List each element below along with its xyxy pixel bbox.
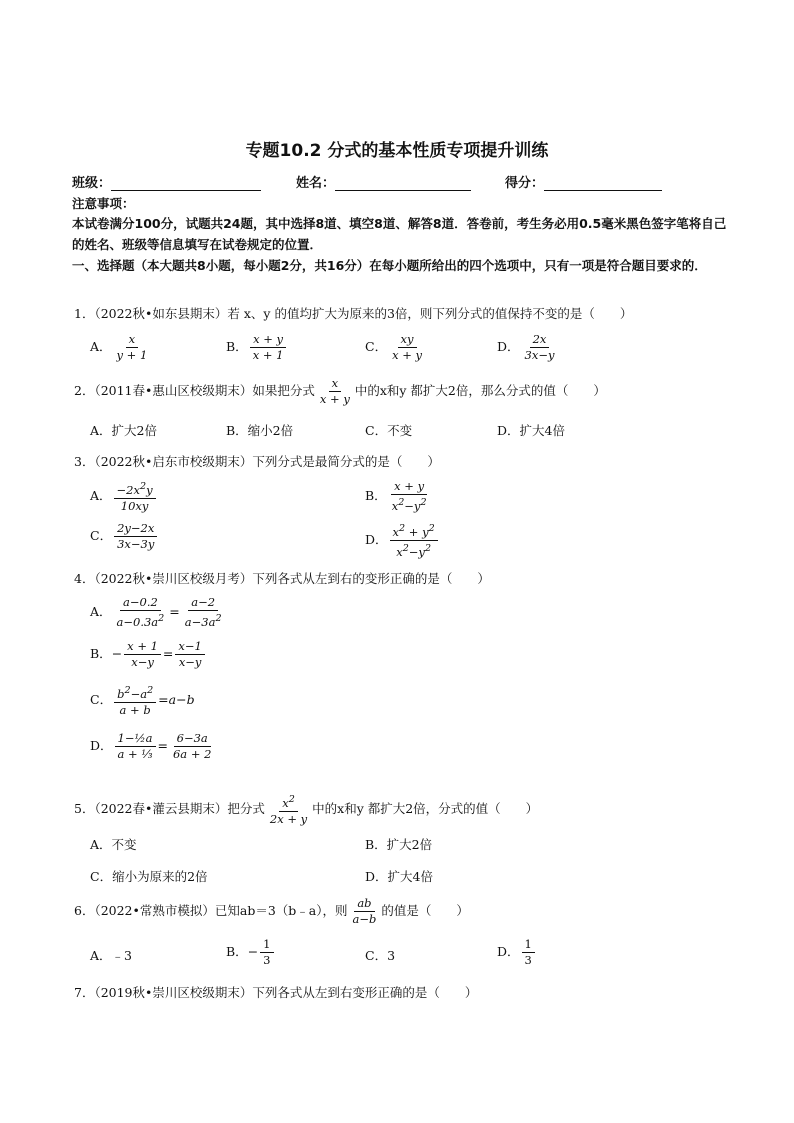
class-label: 班级： xyxy=(72,176,112,191)
q2-option-b[interactable]: B．缩小2倍 xyxy=(226,423,294,438)
question-1-stem: 1．（2022秋•如东县期末）若 x、y 的值均扩大为原来的3倍，则下列分式的值保持不变的是（ ） xyxy=(74,306,633,321)
question-4-stem: 4．（2022秋•崇川区校级月考）下列各式从左到右的变形正确的是（ ） xyxy=(74,571,490,586)
name-blank[interactable] xyxy=(335,176,471,191)
class-field xyxy=(72,172,261,191)
page-title: 专题10.2 分式的基本性质专项提升训练 xyxy=(245,141,549,161)
q5-option-d[interactable]: D．扩大4倍 xyxy=(365,869,433,884)
score-label: 得分： xyxy=(505,176,545,191)
q6-option-a[interactable]: A．﹣3 xyxy=(90,948,132,963)
class-blank[interactable] xyxy=(111,176,261,191)
notice-body: 本试卷满分100分，试题共24题，其中选择8道、填空8道、解答8道．答卷前，考生务必用0.5毫米黑色签字笔将自己的姓名、班级等信息填写在试卷规定的位置． xyxy=(72,216,727,252)
q3-option-d[interactable]: D． $\frac{x^2 + y^2}{x^2-y^2}$ xyxy=(365,522,440,559)
q1-option-a[interactable]: A． $\frac{x}{y + 1}$ xyxy=(90,332,148,362)
name-label: 姓名： xyxy=(296,176,336,191)
q4-option-a[interactable]: A． $\frac{a-0.2}{a-0.3a^2}$ = $\frac{a-2}{a-3a^2}$ xyxy=(90,595,222,629)
score-blank[interactable] xyxy=(544,176,662,191)
q1-option-c[interactable]: C． $\frac{xy}{x + y}$ xyxy=(365,332,423,362)
q5-option-c[interactable]: C．缩小为原来的2倍 xyxy=(90,869,208,884)
question-3-stem: 3．（2022秋•启东市校级期末）下列分式是最简分式的是（ ） xyxy=(74,454,440,469)
q6-option-c[interactable]: C．3 xyxy=(365,948,396,963)
q4-option-c[interactable]: C． $\frac{b^2-a^2}{a + b}$ =a−b xyxy=(90,685,195,717)
q2-option-d[interactable]: D．扩大4倍 xyxy=(497,423,565,438)
q3-option-b[interactable]: B． $\frac{x + y}{x^2-y^2}$ xyxy=(365,479,427,513)
question-7-stem: 7．（2019秋•崇川区校级期末）下列各式从左到右变形正确的是（ ） xyxy=(74,985,478,1000)
q5-option-a[interactable]: A．不变 xyxy=(90,837,137,852)
question-2-stem: 2．（2011春•惠山区校级期末）如果把分式 $\frac{x}{x + y}$ 中的x和y 都扩大2倍，那么分式的值（ ） xyxy=(74,376,606,406)
score-field xyxy=(505,172,662,191)
q3-option-a[interactable]: A． $\frac{-2x^2y}{10xy}$ xyxy=(90,480,158,513)
q3-option-c[interactable]: C． $\frac{2y-2x}{3x-3y}$ xyxy=(90,522,159,551)
question-6-stem: 6．（2022•常熟市模拟）已知ab＝3（b﹣a），则 $\frac{ab}{a-b}$ 的值是（ ） xyxy=(74,896,469,926)
q1-option-b[interactable]: B． $\frac{x + y}{x + 1}$ xyxy=(226,333,288,362)
name-field xyxy=(296,172,471,191)
q4-option-b[interactable]: B．− $\frac{x + 1}{x-y}$ = $\frac{x-1}{x-y}$ xyxy=(90,640,207,669)
q6-option-d[interactable]: D． $\frac{1}{3}$ xyxy=(497,938,537,967)
question-5-stem: 5．（2022春•灌云县期末）把分式 $\frac{x^2}{2x + y}$ 中的x和y 都扩大2倍，分式的值（ ） xyxy=(74,794,539,826)
q4-option-d[interactable]: D． $\frac{\text{1−½a}}{\text{a + ⅓}}$ = $\frac{6-3a}{6a + 2}$ xyxy=(90,731,212,761)
notice-heading: 注意事项： xyxy=(72,196,135,211)
q6-option-b[interactable]: B．− $\frac{1}{3}$ xyxy=(226,938,276,967)
q5-option-b[interactable]: B．扩大2倍 xyxy=(365,837,433,852)
q2-option-a[interactable]: A．扩大2倍 xyxy=(90,423,157,438)
q1-option-d[interactable]: D． $\frac{2x}{3x-y}$ xyxy=(497,332,555,362)
section-heading: 一、选择题（本大题共8小题，每小题2分，共16分）在每小题所给出的四个选项中，只有一项是符合题目要求的． xyxy=(72,258,707,273)
q2-option-c[interactable]: C．不变 xyxy=(365,423,413,438)
